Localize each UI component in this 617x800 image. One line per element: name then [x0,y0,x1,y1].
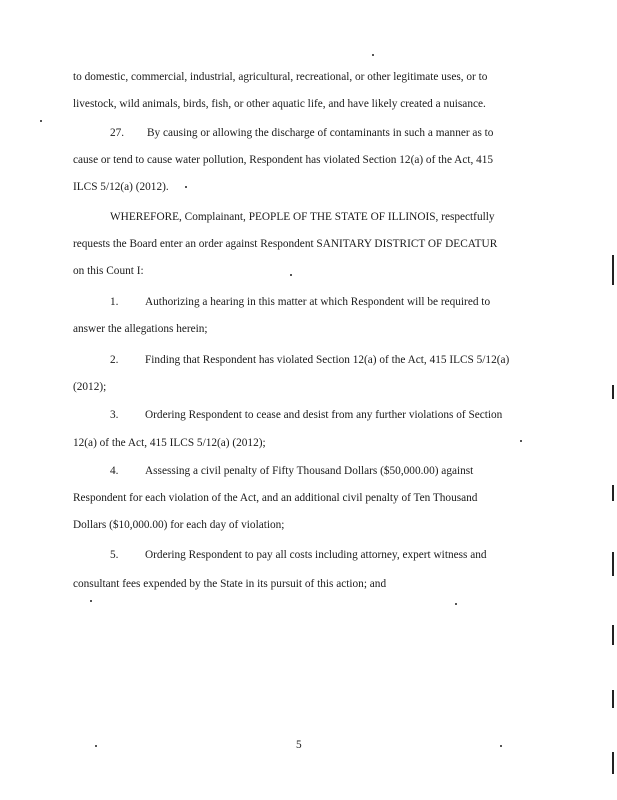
margin-mark [612,625,614,645]
text-line: WHEREFORE, Complainant, PEOPLE OF THE STATE OF ILLINOIS, respectfully [110,211,495,223]
margin-mark [612,385,614,399]
scan-speck [455,603,457,605]
margin-mark [612,690,614,708]
text-line: answer the allegations herein; [73,323,208,335]
list-number: 3. [110,409,119,421]
text-line: to domestic, commercial, industrial, agricultural, recreational, or other legitimate uses, or to [73,71,488,83]
text-line: Respondent for each violation of the Act, and an additional civil penalty of Ten Thousand [73,492,478,504]
text-line: Assessing a civil penalty of Fifty Thousand Dollars ($50,000.00) against [145,465,474,477]
margin-mark [612,255,614,285]
scan-speck [185,186,187,188]
scan-speck [500,745,502,747]
text-line: consultant fees expended by the State in its pursuit of this action; and [73,578,387,590]
paragraph-number: 27. [110,127,125,139]
text-line: (2012); [73,381,107,393]
margin-mark [612,485,614,501]
text-line: Authorizing a hearing in this matter at which Respondent will be required to [145,296,491,308]
page-number: 5 [296,739,302,751]
scan-speck [90,600,92,602]
list-number: 5. [110,549,119,561]
scan-speck [95,745,97,747]
text-line: cause or tend to cause water pollution, Respondent has violated Section 12(a) of the Act, 415 [73,154,494,166]
list-number: 4. [110,465,119,477]
margin-mark [612,552,614,576]
text-line: Dollars ($10,000.00) for each day of violation; [73,519,285,531]
text-line: Finding that Respondent has violated Section 12(a) of the Act, 415 ILCS 5/12(a) [145,354,510,366]
scan-speck [520,440,522,442]
text-line: requests the Board enter an order against Respondent SANITARY DISTRICT OF DECATUR [73,238,498,250]
scan-speck [372,54,374,56]
text-line: livestock, wild animals, birds, fish, or other aquatic life, and have likely created a nuisance. [73,98,486,110]
text-line: Ordering Respondent to cease and desist from any further violations of Section [145,409,503,421]
margin-mark [612,752,614,774]
list-number: 1. [110,296,119,308]
text-line: on this Count I: [73,265,144,277]
text-line: By causing or allowing the discharge of contaminants in such a manner as to [147,127,494,139]
scan-speck [40,120,42,122]
list-number: 2. [110,354,119,366]
scan-speck [290,274,292,276]
text-line: ILCS 5/12(a) (2012). [73,181,169,193]
text-line: 12(a) of the Act, 415 ILCS 5/12(a) (2012); [73,437,266,449]
text-line: Ordering Respondent to pay all costs including attorney, expert witness and [145,549,487,561]
